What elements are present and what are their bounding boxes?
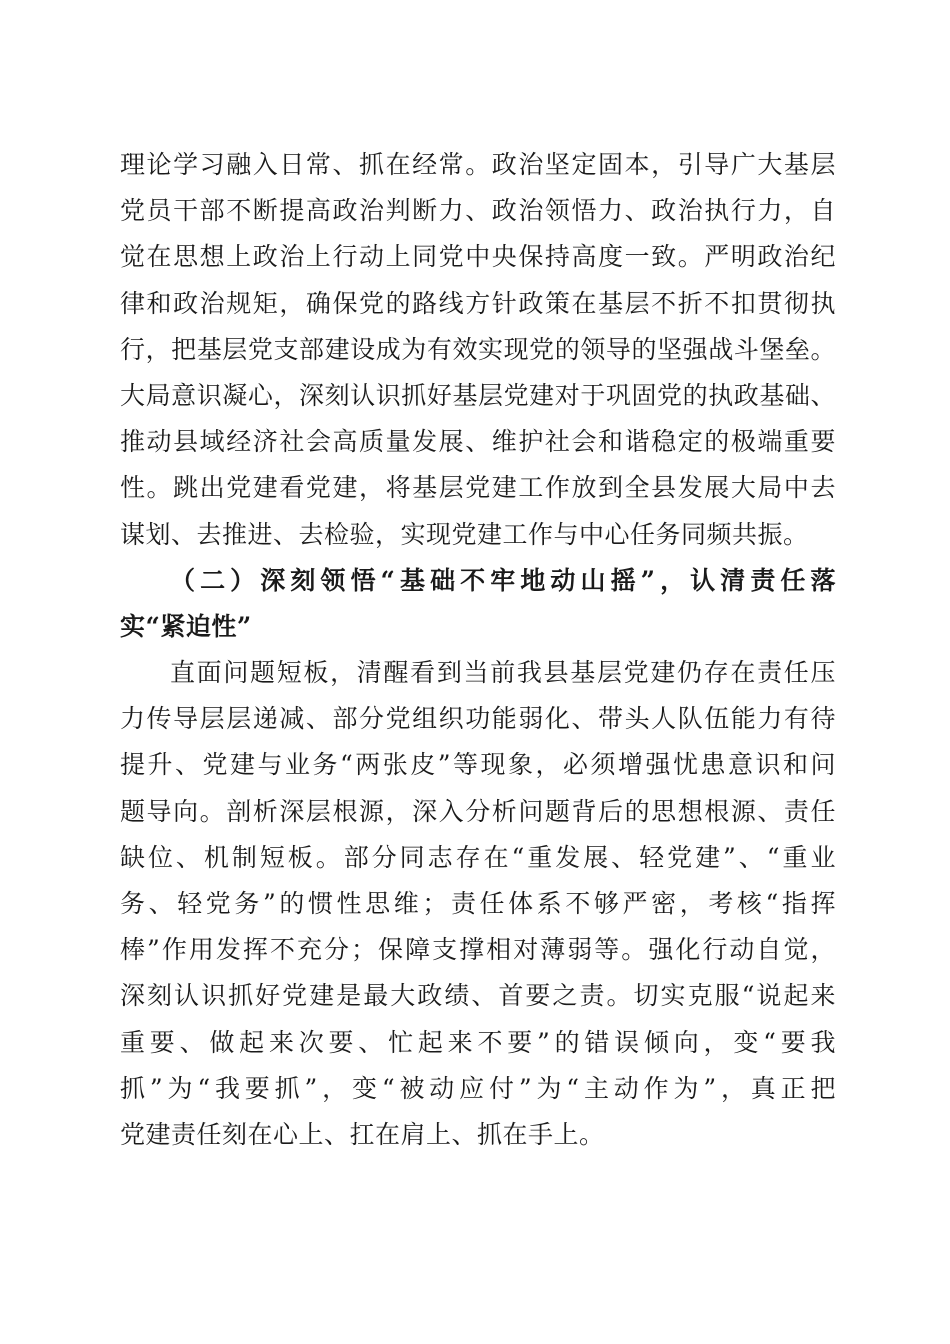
text-line: 直面问题短板，清醒看到当前我县基层党建仍存在责任压 [170,658,836,688]
document-body [120,142,836,1158]
text-line: 谋划、去推进、去检验，实现党建工作与中心任务同频共振。 [120,519,809,549]
section-heading [120,558,836,650]
text-line: 力传导层层递减、部分党组织功能弱化、带头人队伍能力有待 [120,704,836,734]
paragraph-responsibility [120,650,836,1158]
text-line: 抓”为“我要抓”，变“被动应付”为“主动作为”，真正把 [120,1073,836,1103]
text-line: 题导向。剖析深层根源，深入分析问题背后的思想根源、责任 [120,796,836,826]
text-line: 党员干部不断提高政治判断力、政治领悟力、政治执行力，自 [120,196,836,226]
text-line: 务、轻党务”的惯性思维；责任体系不够严密，考核“指挥 [120,889,836,918]
text-line: 重要、做起来次要、忙起来不要”的错误倾向，变“要我 [120,1027,836,1057]
text-line: 性。跳出党建看党建，将基层党建工作放到全县发展大局中去 [120,473,836,503]
text-line: 律和政治规矩，确保党的路线方针政策在基层不折不扣贯彻执 [120,288,836,318]
text-line: 党建责任刻在心上、扛在肩上、抓在手上。 [120,1119,605,1149]
heading-line: （二）深刻领悟“基础不牢地动山摇”，认清责任落 [170,565,836,595]
text-line: 棒”作用发挥不充分；保障支撑相对薄弱等。强化行动自觉， [120,935,836,965]
text-line: 提升、党建与业务“两张皮”等现象，必须增强忧患意识和问 [120,750,836,780]
text-line: 缺位、机制短板。部分同志存在“重发展、轻党建”、“重业 [120,842,836,872]
text-line: 大局意识凝心，深刻认识抓好基层党建对于巩固党的执政基础、 [120,380,836,410]
text-line: 行，把基层党支部建设成为有效实现党的领导的坚强战斗堡垒。 [120,334,836,364]
text-line: 深刻认识抓好党建是最大政绩、首要之责。切实克服“说起来 [120,981,836,1011]
text-line: 推动县域经济社会高质量发展、维护社会和谐稳定的极端重要 [120,427,836,457]
paragraph-political-study [120,142,836,558]
heading-line: 实“紧迫性” [120,611,252,641]
text-line: 理论学习融入日常、抓在经常。政治坚定固本，引导广大基层 [120,150,836,179]
text-line: 觉在思想上政治上行动上同党中央保持高度一致。严明政治纪 [120,242,836,272]
